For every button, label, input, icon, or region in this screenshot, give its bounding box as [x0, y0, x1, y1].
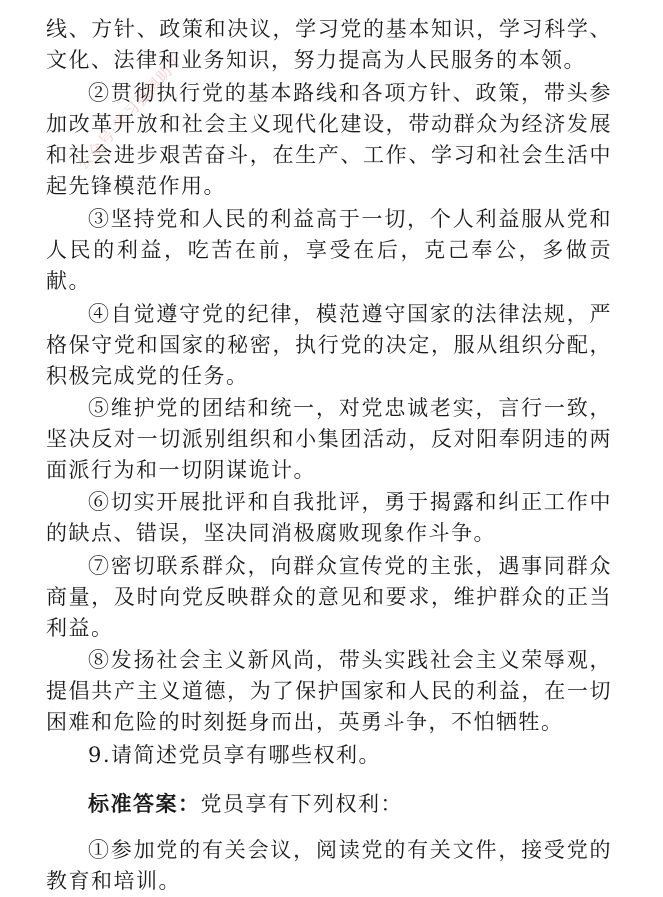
intro-continuation-paragraph: 线、方针、政策和决议，学习党的基本知识，学习科学、文化、法律和业务知识，努力提高为人民服务的本领。 — [46, 17, 612, 72]
duty-item-5: ⑤维护党的团结和统一，对党忠诚老实，言行一致，坚决反对一切派别组织和小集团活动，反对阳奉阴违的两面派行为和一切阴谋诡计。 — [46, 396, 612, 482]
duty-item-4: ④自觉遵守党的纪律，模范遵守国家的法律法规，严格保守党和国家的秘密，执行党的决定，服从组织分配，积极完成党的任务。 — [46, 302, 612, 388]
right-item-1: ①参加党的有关会议，阅读党的有关文件，接受党的教育和培训。 — [46, 838, 612, 893]
answer-intro — [46, 788, 612, 820]
duty-item-2: ②贯彻执行党的基本路线和各项方针、政策，带头参加改革开放和社会主义现代化建设，带动群众为经济发展和社会进步艰苦奋斗，在生产、工作、学习和社会生活中起先锋模范作用。 — [46, 81, 612, 198]
duty-item-3: ③坚持党和人民的利益高于一切，个人利益服从党和人民的利益，吃苦在前，享受在后，克己奉公，多做贡献。 — [46, 207, 612, 293]
watermark: 公众号·学习强国助手 — [73, 50, 188, 174]
answer-text: 党员享有下列权利： — [200, 792, 403, 816]
duty-item-6: ⑥切实开展批评和自我批评，勇于揭露和纠正工作中的缺点、错误，坚决同消极腐败现象作斗争。 — [46, 490, 612, 545]
duty-item-7: ⑦密切联系群众，向群众宣传党的主张，遇事同群众商量，及时向党反映群众的意见和要求，维护群众的正当利益。 — [46, 554, 612, 640]
question-9: 9.请简述党员享有哪些权利。 — [88, 743, 382, 767]
duty-item-8: ⑧发扬社会主义新风尚，带头实践社会主义荣辱观，提倡共产主义道德，为了保护国家和人民的利益，在一切困难和危险的时刻挺身而出，英勇斗争，不怕牺牲。 — [46, 648, 612, 734]
answer-label: 标准答案： — [88, 791, 201, 816]
